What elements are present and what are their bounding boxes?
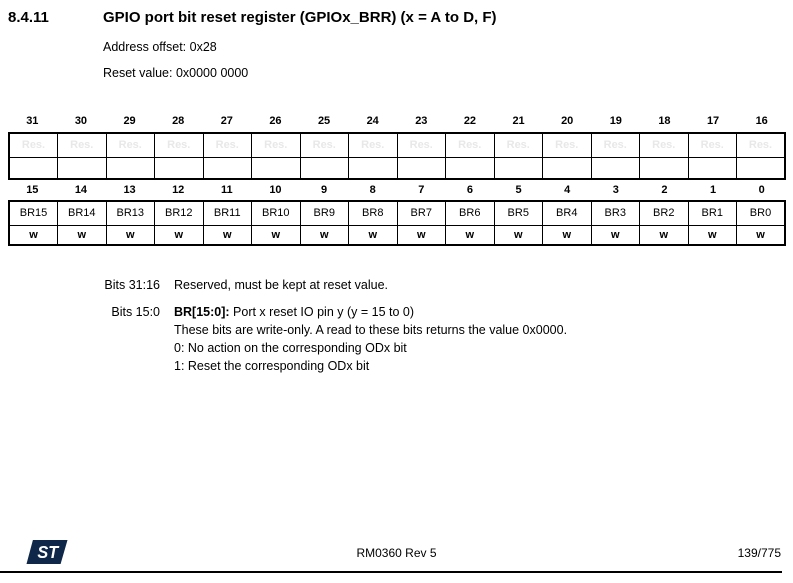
bit-number: 5 bbox=[515, 184, 522, 196]
reserved-cell: Res. bbox=[397, 133, 446, 157]
bit-number: 19 bbox=[609, 115, 622, 127]
field-cell: BR15 bbox=[9, 201, 58, 225]
reserved-cell: Res. bbox=[591, 133, 640, 157]
register-table-low bbox=[8, 200, 786, 246]
address-offset: Address offset: 0x28 bbox=[103, 40, 217, 54]
reserved-cell: Res. bbox=[106, 133, 155, 157]
bit-number: 30 bbox=[74, 115, 88, 127]
field-note: These bits are write-only. A read to these bits returns the value 0x0000. bbox=[174, 323, 568, 337]
access-cell: w bbox=[688, 225, 737, 245]
field-name: BR[15:0]: bbox=[174, 305, 230, 319]
bit-number: 20 bbox=[561, 115, 574, 127]
register-bit-diagram bbox=[8, 110, 786, 246]
access-cell: w bbox=[300, 225, 349, 245]
access-cell-empty bbox=[349, 157, 398, 179]
section-heading bbox=[8, 9, 788, 26]
reserved-cell: Res. bbox=[494, 133, 543, 157]
field-cell: BR11 bbox=[203, 201, 252, 225]
access-cell-empty bbox=[446, 157, 495, 179]
bits-range-text: Reserved, must be kept at reset value. bbox=[174, 278, 388, 292]
access-cell-empty bbox=[252, 157, 301, 179]
field-headline bbox=[174, 303, 567, 321]
document-reference: RM0360 Rev 5 bbox=[356, 546, 437, 560]
reserved-cell: Res. bbox=[203, 133, 252, 157]
field-cell: BR4 bbox=[543, 201, 592, 225]
bit-number: 10 bbox=[269, 184, 282, 196]
bit-number: 31 bbox=[26, 115, 39, 127]
reserved-row bbox=[9, 133, 785, 157]
access-cell: w bbox=[58, 225, 107, 245]
bit-number: 24 bbox=[366, 115, 379, 127]
bit-number: 6 bbox=[466, 184, 473, 196]
field-cell: BR12 bbox=[155, 201, 204, 225]
bit-number: 28 bbox=[172, 115, 185, 127]
access-row bbox=[9, 225, 785, 245]
field-cell: BR3 bbox=[591, 201, 640, 225]
bits-range-body bbox=[174, 303, 567, 375]
bit-field-descriptions bbox=[100, 276, 760, 384]
access-cell-empty bbox=[155, 157, 204, 179]
reserved-cell: Res. bbox=[58, 133, 107, 157]
access-cell-empty bbox=[300, 157, 349, 179]
page-number: 139/775 bbox=[737, 546, 781, 560]
section-number: 8.4.11 bbox=[8, 9, 49, 26]
field-cell: BR2 bbox=[640, 201, 689, 225]
svg-text:ST: ST bbox=[37, 542, 59, 563]
access-cell-empty bbox=[397, 157, 446, 179]
access-cell-empty bbox=[591, 157, 640, 179]
bit-number: 11 bbox=[220, 184, 233, 196]
field-cell: BR9 bbox=[300, 201, 349, 225]
bits-15-0-description bbox=[100, 303, 760, 375]
field-cell: BR1 bbox=[688, 201, 737, 225]
bit-number: 26 bbox=[269, 115, 282, 127]
bit-number: 13 bbox=[123, 184, 136, 196]
field-cell: BR13 bbox=[106, 201, 155, 225]
bits-range-label: Bits 31:16 bbox=[104, 278, 160, 292]
reserved-cell: Res. bbox=[446, 133, 495, 157]
access-cell-empty bbox=[494, 157, 543, 179]
bit-number: 23 bbox=[415, 115, 428, 127]
access-cell: w bbox=[591, 225, 640, 245]
access-cell: w bbox=[543, 225, 592, 245]
access-cell: w bbox=[106, 225, 155, 245]
access-cell-empty bbox=[9, 157, 58, 179]
bit-number: 4 bbox=[564, 184, 571, 196]
bit-number: 12 bbox=[172, 184, 185, 196]
access-row-empty bbox=[9, 157, 785, 179]
reserved-cell: Res. bbox=[9, 133, 58, 157]
access-cell: w bbox=[9, 225, 58, 245]
bit-numbers-low bbox=[8, 180, 786, 200]
field-cell: BR0 bbox=[737, 201, 786, 225]
reserved-cell: Res. bbox=[688, 133, 737, 157]
access-cell-empty bbox=[640, 157, 689, 179]
field-value-1: 1: Reset the corresponding ODx bit bbox=[174, 359, 370, 373]
register-table-high bbox=[8, 132, 786, 180]
bit-number: 27 bbox=[220, 115, 233, 127]
bit-number: 0 bbox=[758, 184, 765, 196]
field-row bbox=[9, 201, 785, 225]
reserved-cell: Res. bbox=[543, 133, 592, 157]
reserved-cell: Res. bbox=[349, 133, 398, 157]
bit-number: 22 bbox=[463, 115, 477, 127]
bit-number: 3 bbox=[612, 184, 619, 196]
bits-31-16-description bbox=[100, 276, 760, 294]
bit-number: 1 bbox=[710, 184, 717, 196]
reserved-cell: Res. bbox=[300, 133, 349, 157]
field-cell: BR14 bbox=[58, 201, 107, 225]
reserved-cell: Res. bbox=[640, 133, 689, 157]
bit-number: 2 bbox=[661, 184, 668, 196]
reserved-cell: Res. bbox=[737, 133, 786, 157]
field-cell: BR7 bbox=[397, 201, 446, 225]
access-cell: w bbox=[252, 225, 301, 245]
bit-number: 15 bbox=[26, 184, 39, 196]
bit-number: 18 bbox=[658, 115, 671, 127]
field-desc: Port x reset IO pin y (y = 15 to 0) bbox=[229, 305, 415, 319]
field-cell: BR8 bbox=[349, 201, 398, 225]
access-cell: w bbox=[446, 225, 495, 245]
bit-number: 17 bbox=[706, 115, 720, 127]
footer-rule bbox=[0, 571, 782, 573]
access-cell-empty bbox=[543, 157, 592, 179]
bit-number: 16 bbox=[755, 115, 768, 127]
access-cell-empty bbox=[737, 157, 786, 179]
bit-number: 25 bbox=[317, 115, 331, 127]
bit-number: 9 bbox=[321, 184, 328, 196]
access-cell: w bbox=[494, 225, 543, 245]
reserved-cell: Res. bbox=[155, 133, 204, 157]
field-cell: BR10 bbox=[252, 201, 301, 225]
access-cell-empty bbox=[58, 157, 107, 179]
access-cell: w bbox=[640, 225, 689, 245]
access-cell: w bbox=[203, 225, 252, 245]
access-cell: w bbox=[155, 225, 204, 245]
bit-number: 8 bbox=[369, 184, 376, 196]
bits-range-label: Bits 15:0 bbox=[111, 305, 160, 319]
access-cell-empty bbox=[203, 157, 252, 179]
reserved-cell: Res. bbox=[252, 133, 301, 157]
access-cell: w bbox=[737, 225, 786, 245]
field-cell: BR6 bbox=[446, 201, 495, 225]
bit-number: 14 bbox=[74, 184, 88, 196]
field-cell: BR5 bbox=[494, 201, 543, 225]
access-cell: w bbox=[397, 225, 446, 245]
bit-number: 29 bbox=[123, 115, 136, 127]
bit-numbers-high bbox=[8, 110, 786, 132]
access-cell: w bbox=[349, 225, 398, 245]
access-cell-empty bbox=[106, 157, 155, 179]
bit-number: 21 bbox=[512, 115, 525, 127]
bit-number: 7 bbox=[418, 184, 425, 196]
field-value-0: 0: No action on the corresponding ODx bit bbox=[174, 341, 407, 355]
access-cell-empty bbox=[688, 157, 737, 179]
reset-value: Reset value: 0x0000 0000 bbox=[103, 66, 249, 80]
page-title: GPIO port bit reset register (GPIOx_BRR) (x = A to D, F) bbox=[103, 9, 497, 26]
